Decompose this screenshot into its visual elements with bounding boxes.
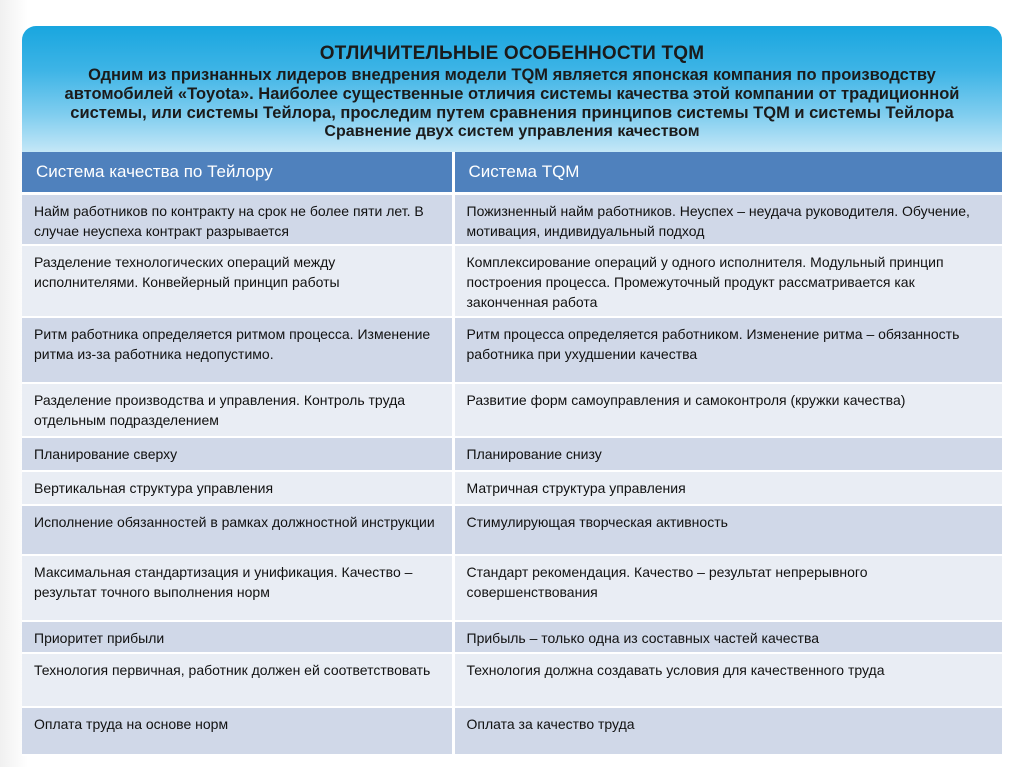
table-row xyxy=(22,317,1002,383)
tqm-cell: Развитие форм самоуправления и самоконтроля (кружки качества) xyxy=(453,383,1002,437)
table-row xyxy=(22,245,1002,317)
taylor-cell: Планирование сверху xyxy=(22,437,453,471)
table-row xyxy=(22,621,1002,653)
table-caption: Сравнение двух систем управления качеством xyxy=(324,123,700,140)
column-header-taylor: Система качества по Тейлору xyxy=(22,152,453,193)
taylor-cell: Технология первичная, работник должен ей соответствовать xyxy=(22,653,453,707)
taylor-cell: Разделение технологических операций между исполнителями. Конвейерный принцип работы xyxy=(22,245,453,317)
intro-line-3: системы, или системы Тейлора, проследим путем сравнения принципов системы TQM и системы Тейлора xyxy=(70,104,954,122)
tqm-cell: Планирование снизу xyxy=(453,437,1002,471)
tqm-cell: Прибыль – только одна из составных частей качества xyxy=(453,621,1002,653)
table-row xyxy=(22,193,1002,245)
tqm-cell: Пожизненный найм работников. Неуспех – неудача руководителя. Обучение, мотивация, индивидуальный подход xyxy=(453,193,1002,245)
tqm-cell: Стандарт рекомендация. Качество – результат непрерывного совершенствования xyxy=(453,555,1002,621)
table-row xyxy=(22,471,1002,505)
tqm-cell: Оплата за качество труда xyxy=(453,707,1002,755)
tqm-cell: Матричная структура управления xyxy=(453,471,1002,505)
table-row xyxy=(22,555,1002,621)
taylor-cell: Исполнение обязанностей в рамках должностной инструкции xyxy=(22,505,453,555)
tqm-cell: Комплексирование операций у одного исполнителя. Модульный принцип построения процесса. Промежуточный продукт рассматривается как законченная работа xyxy=(453,245,1002,317)
intro-text xyxy=(22,65,1002,123)
taylor-cell: Разделение производства и управления. Контроль труда отдельным подразделением xyxy=(22,383,453,437)
table-header-row xyxy=(22,152,1002,193)
table-row xyxy=(22,383,1002,437)
tqm-cell: Стимулирующая творческая активность xyxy=(453,505,1002,555)
taylor-cell: Приоритет прибыли xyxy=(22,621,453,653)
title-banner xyxy=(22,26,1002,152)
table-row xyxy=(22,437,1002,471)
tqm-cell: Технология должна создавать условия для качественного труда xyxy=(453,653,1002,707)
column-header-tqm: Система TQM xyxy=(453,152,1002,193)
taylor-cell: Оплата труда на основе норм xyxy=(22,707,453,755)
table-row xyxy=(22,653,1002,707)
comparison-table xyxy=(22,152,1002,756)
intro-line-2: автомобилей «Toyota». Наиболее существенные отличия системы качества этой компании от традиционной xyxy=(64,85,960,103)
taylor-cell: Ритм работника определяется ритмом процесса. Изменение ритма из-за работника недопустимо. xyxy=(22,317,453,383)
taylor-cell: Вертикальная структура управления xyxy=(22,471,453,505)
table-row xyxy=(22,505,1002,555)
table-row xyxy=(22,707,1002,755)
taylor-cell: Найм работников по контракту на срок не более пяти лет. В случае неуспеха контракт разрывается xyxy=(22,193,453,245)
taylor-cell: Максимальная стандартизация и унификация. Качество – результат точного выполнения норм xyxy=(22,555,453,621)
tqm-cell: Ритм процесса определяется работником. Изменение ритма – обязанность работника при ухудшении качества xyxy=(453,317,1002,383)
slide-title: ОТЛИЧИТЕЛЬНЫЕ ОСОБЕННОСТИ TQM xyxy=(319,43,705,64)
intro-line-1: Одним из признанных лидеров внедрения модели TQM является японская компания по производству xyxy=(88,66,936,84)
